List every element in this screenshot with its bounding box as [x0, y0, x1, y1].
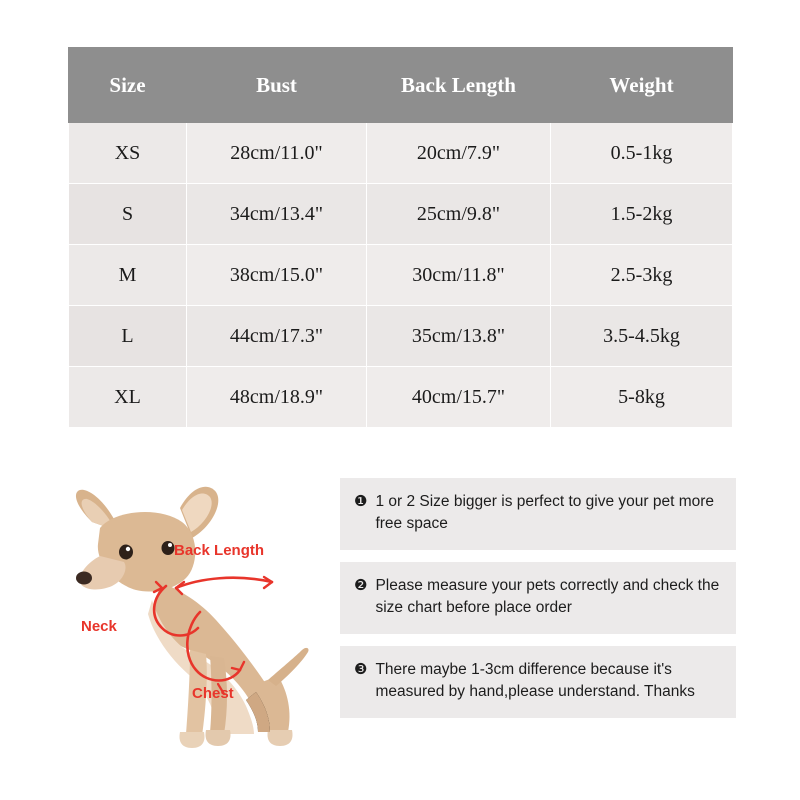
cell-bust: 34cm/13.4" [187, 184, 367, 245]
cell-bust: 48cm/18.9" [187, 367, 367, 428]
column-header-bust: Bust [187, 48, 367, 123]
cell-back-length: 20cm/7.9" [367, 123, 551, 184]
cell-bust: 44cm/17.3" [187, 306, 367, 367]
note-number-icon: ❷ [354, 576, 368, 594]
note-number-icon: ❶ [354, 492, 368, 510]
size-chart-table [68, 47, 733, 428]
column-header-weight: Weight [551, 48, 733, 123]
cell-back-length: 25cm/9.8" [367, 184, 551, 245]
dog-measurement-diagram [40, 470, 330, 790]
bottom-section [0, 460, 800, 800]
column-header-back-length: Back Length [367, 48, 551, 123]
cell-size: XL [69, 367, 187, 428]
cell-bust: 28cm/11.0" [187, 123, 367, 184]
cell-weight: 3.5-4.5kg [551, 306, 733, 367]
cell-size: XS [69, 123, 187, 184]
cell-bust: 38cm/15.0" [187, 245, 367, 306]
table-row [69, 367, 733, 428]
note-item-1 [340, 478, 736, 550]
diagram-label-back-length: Back Length [174, 542, 265, 559]
cell-weight: 5-8kg [551, 367, 733, 428]
cell-back-length: 35cm/13.8" [367, 306, 551, 367]
cell-weight: 1.5-2kg [551, 184, 733, 245]
table-row [69, 245, 733, 306]
note-text: 1 or 2 Size bigger is perfect to give your pet more free space [375, 493, 715, 532]
cell-weight: 0.5-1kg [551, 123, 733, 184]
note-text: Please measure your pets correctly and check the size chart before place order [375, 577, 720, 616]
cell-size: S [69, 184, 187, 245]
cell-back-length: 30cm/11.8" [367, 245, 551, 306]
note-item-2 [340, 562, 736, 634]
note-text: There maybe 1-3cm difference because it's measured by hand,please understand. Thanks [375, 661, 695, 700]
cell-size: M [69, 245, 187, 306]
size-chart-container [68, 47, 732, 428]
column-header-size: Size [69, 48, 187, 123]
cell-size: L [69, 306, 187, 367]
table-row [69, 306, 733, 367]
cell-back-length: 40cm/15.7" [367, 367, 551, 428]
table-row [69, 184, 733, 245]
diagram-label-neck: Neck [81, 618, 117, 635]
notes-list [340, 478, 736, 730]
table-row [69, 123, 733, 184]
table-header-row [69, 48, 733, 123]
cell-weight: 2.5-3kg [551, 245, 733, 306]
diagram-label-chest: Chest [192, 685, 234, 702]
note-item-3 [340, 646, 736, 718]
note-number-icon: ❸ [354, 660, 368, 678]
